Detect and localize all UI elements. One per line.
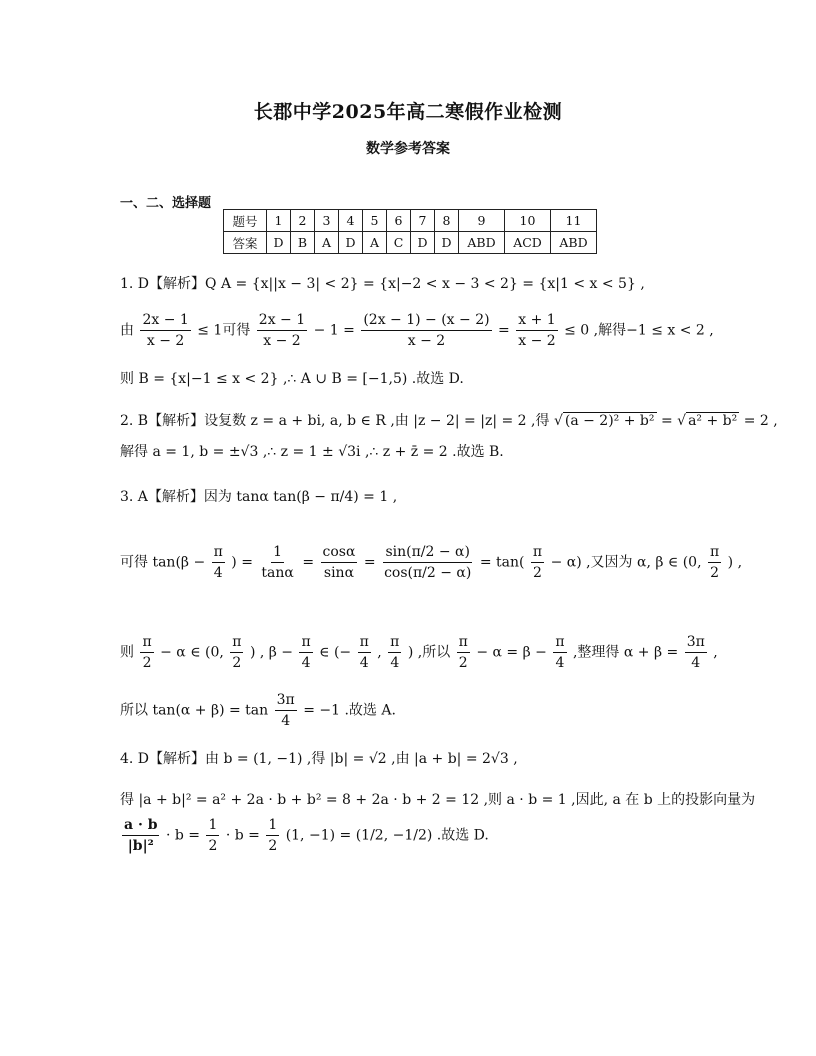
q1-text: − 1 = [313, 322, 355, 339]
numerator: π [553, 632, 566, 653]
q3-text: ) , [727, 554, 743, 571]
table-cell: D [339, 232, 363, 254]
denominator: 2 [533, 565, 542, 581]
q4-tag: 4. D【解析】 [120, 751, 206, 767]
table-cell: 6 [387, 210, 411, 232]
table-cell: 3 [315, 210, 339, 232]
q1-text: ≤ 1可得 [197, 322, 251, 339]
table-cell: 11 [551, 210, 597, 232]
fraction [361, 310, 491, 351]
q3-line-1 [120, 486, 397, 506]
denominator: 2 [232, 655, 242, 671]
fraction [321, 542, 358, 583]
fraction [230, 632, 243, 673]
denominator: tanα [261, 565, 294, 581]
denominator: 4 [691, 655, 701, 671]
q3-line-4 [120, 690, 396, 731]
numerator: (2x − 1) − (x − 2) [361, 310, 491, 331]
fraction [358, 632, 371, 673]
table-cell: ABD [459, 232, 505, 254]
denominator: 2 [710, 565, 720, 581]
table-cell: C [387, 232, 411, 254]
table-cell: 2 [291, 210, 315, 232]
q3-text: ) = [231, 554, 253, 571]
numerator: π [388, 632, 401, 653]
denominator: 4 [555, 655, 565, 671]
q1-text: 由 [120, 322, 134, 339]
table-cell: 7 [411, 210, 435, 232]
numerator: x + 1 [516, 310, 557, 331]
q2-tag: 2. B【解析】 [120, 413, 205, 429]
fraction [140, 310, 190, 351]
table-header-cell: 答案 [224, 232, 267, 254]
numerator: π [140, 632, 153, 653]
sqrt-expression: a² + b² [688, 413, 738, 429]
q4-text: .故选 D. [436, 827, 489, 844]
q3-text: = [302, 554, 315, 571]
fraction [685, 632, 707, 673]
fraction [708, 542, 721, 583]
table-cell: D [435, 232, 459, 254]
fraction [140, 632, 153, 673]
q2-text: = 2 , [743, 413, 778, 429]
denominator: 4 [213, 565, 223, 581]
q3-tag: 3. A【解析】 [120, 489, 204, 505]
q1-line-2 [120, 310, 714, 351]
table-row [224, 232, 597, 254]
q3-text: 可得 tan(β − [120, 554, 206, 571]
q2-text: 设复数 z = a + bi, a, b ∈ R ,由 |z − 2| = |z| = 2 ,得 [204, 413, 550, 429]
fraction [266, 815, 279, 856]
denominator: 4 [281, 713, 291, 729]
q3-text: ) ,所以 [407, 644, 451, 661]
fraction [212, 542, 225, 583]
numerator: π [457, 632, 470, 653]
denominator: sinα [323, 565, 355, 581]
q2-line-1: 2. B【解析】设复数 z = a + bi, a, b ∈ R ,由 |z − 2| = |z| = 2 ,得 √ (a − 2)² + b² = √ a² + b² = 2 , [120, 413, 778, 429]
numerator: π [230, 632, 243, 653]
denominator: 4 [359, 655, 369, 671]
numerator: π [358, 632, 371, 653]
q3-line-2 [120, 542, 742, 583]
numerator: sin(π/2 − α) [383, 542, 472, 563]
numerator: 3π [275, 690, 297, 711]
q1-text: = [498, 322, 510, 339]
q3-text: ,整理得 α + β = [572, 644, 679, 661]
q3-text: 则 [120, 644, 134, 661]
q3-text: − α ∈ (0, [160, 644, 224, 661]
q3-text: = [363, 554, 376, 571]
q2-text: = [660, 413, 673, 429]
table-cell: D [267, 232, 291, 254]
q4-line-2: 得 |a + b|² = a² + 2a · b + b² = 8 + 2a · b + 2 = 12 ,则 a · b = 1 ,因此, a 在 b 上的投影向量为 [120, 792, 756, 808]
q3-text: ∈ (− [319, 644, 352, 661]
numerator: π [299, 632, 312, 653]
denominator: x − 2 [146, 333, 185, 349]
numerator: π [212, 542, 225, 563]
table-cell: ABD [551, 232, 597, 254]
denominator: x − 2 [407, 333, 446, 349]
section-heading: 一、二、选择题 [120, 196, 212, 211]
q4-text: (1, −1) = [285, 827, 352, 844]
numerator: 2x − 1 [257, 310, 307, 331]
fraction [206, 815, 219, 856]
numerator: 1 [271, 542, 284, 563]
table-cell: A [315, 232, 339, 254]
q1-line-1 [120, 273, 645, 293]
q3-text: − α = β − [476, 644, 547, 661]
denominator: 2 [268, 838, 278, 854]
q4-text: 由 b = (1, −1) ,得 |b| = √2 ,由 |a + b| = 2√3 , [205, 751, 518, 767]
numerator: cosα [321, 542, 358, 563]
q3-text: = tan( [479, 554, 525, 571]
table-cell: B [291, 232, 315, 254]
table-cell: A [363, 232, 387, 254]
fraction [299, 632, 312, 673]
table-cell: 10 [505, 210, 551, 232]
fraction [275, 690, 297, 731]
denominator: 4 [301, 655, 311, 671]
q3-text: , [713, 644, 718, 661]
q4-text: · b = [225, 827, 260, 844]
numerator: π [708, 542, 721, 563]
numerator: 1 [266, 815, 279, 836]
q1-text: ≤ 0 ,解得−1 ≤ x < 2 , [564, 322, 714, 339]
denominator: |b|² [127, 838, 154, 854]
q4-line-1 [120, 748, 518, 768]
q3-text: , [377, 644, 382, 661]
page-subtitle: 数学参考答案 [366, 141, 450, 157]
q4-line-3 [120, 815, 489, 856]
table-cell: 9 [459, 210, 505, 232]
table-row [224, 210, 597, 232]
denominator: x − 2 [518, 333, 556, 349]
denominator: cos(π/2 − α) [384, 565, 472, 581]
fraction [122, 815, 159, 856]
table-cell: D [411, 232, 435, 254]
fraction [457, 632, 470, 673]
denominator: 2 [208, 838, 218, 854]
numerator: 3π [685, 632, 707, 653]
answer-table [223, 209, 597, 254]
denominator: 2 [142, 655, 152, 671]
q3-text: 所以 tan(α + β) = tan [120, 702, 269, 719]
fraction [382, 542, 473, 583]
table-cell: ACD [505, 232, 551, 254]
fraction [388, 632, 401, 673]
numerator: π [531, 542, 544, 563]
q3-line-3 [120, 632, 718, 673]
q3-text: ) , β − [249, 644, 294, 661]
q1-text: Q A = {x||x − 3| < 2} = {x|−2 < x − 3 < 2} = {x|1 < x < 5} , [205, 276, 645, 292]
denominator: 4 [390, 655, 400, 671]
q3-text: 因为 tanα tan(β − π/4) = 1 , [203, 489, 398, 505]
table-cell: 4 [339, 210, 363, 232]
sqrt-expression: (a − 2)² + b² [564, 413, 655, 429]
q4-text: · b = [165, 827, 200, 844]
q4-result: (1/2, −1/2) [355, 827, 433, 844]
numerator: 2x − 1 [140, 310, 190, 331]
q2-line-2: 解得 a = 1, b = ±√3 ,∴ z = 1 ± √3i ,∴ z + z̄ = 2 .故选 B. [120, 444, 504, 460]
denominator: x − 2 [263, 333, 301, 349]
table-cell: 5 [363, 210, 387, 232]
fraction [259, 542, 295, 583]
table-cell: 8 [435, 210, 459, 232]
q3-text: − α) ,又因为 α, β ∈ (0, [550, 554, 702, 571]
page-title: 长郡中学2025年高二寒假作业检测 [253, 101, 563, 123]
table-header-cell: 题号 [224, 210, 267, 232]
fraction [531, 542, 544, 583]
q1-line-3: 则 B = {x|−1 ≤ x < 2} ,∴ A ∪ B = [−1,5) .故选 D. [120, 371, 464, 387]
fraction [553, 632, 566, 673]
table-cell: 1 [267, 210, 291, 232]
fraction [516, 310, 557, 351]
numerator: a · b [122, 815, 159, 836]
q1-tag: 1. D【解析】 [120, 276, 206, 292]
numerator: 1 [206, 815, 219, 836]
denominator: 2 [458, 655, 468, 671]
fraction [257, 310, 307, 351]
q3-text: = −1 .故选 A. [303, 702, 396, 719]
